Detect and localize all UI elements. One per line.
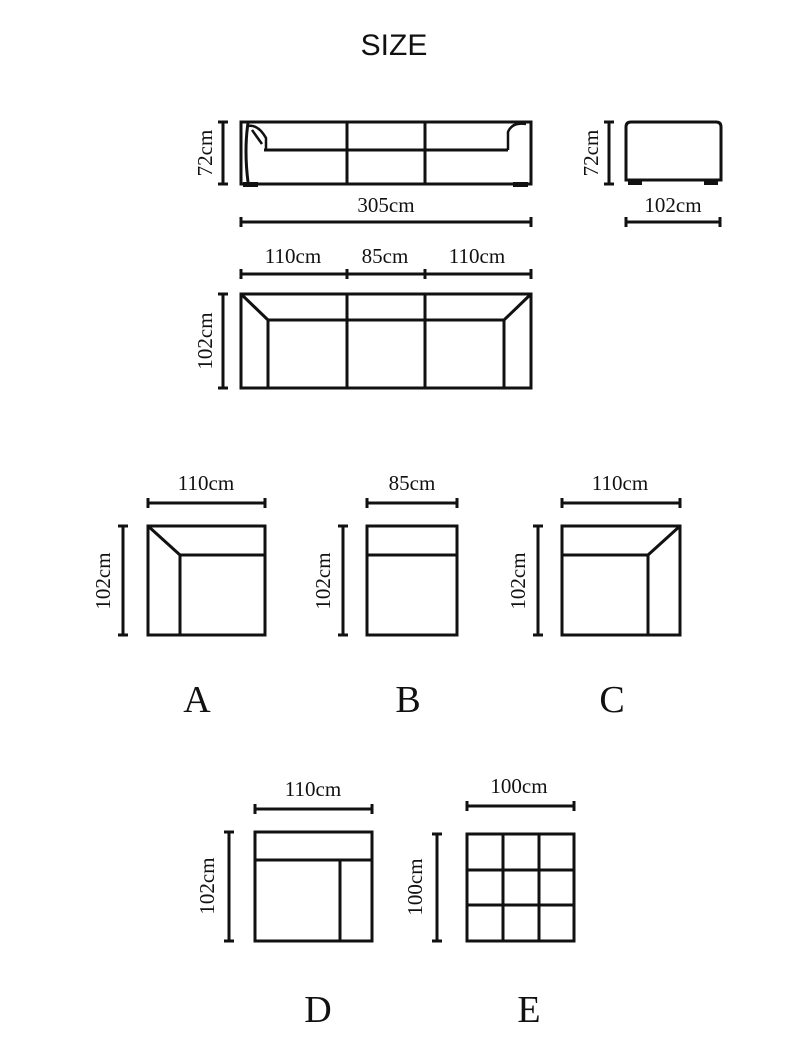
sofa-height-label: 72cm	[193, 129, 217, 177]
module-d	[195, 777, 372, 1031]
sofa-front-view	[193, 122, 531, 227]
module-a-width-label: 110cm	[177, 471, 235, 495]
module-d-letter: D	[304, 989, 332, 1031]
module-c	[506, 471, 680, 721]
ottoman-width-label: 102cm	[644, 193, 702, 217]
module-d-width-label: 110cm	[284, 777, 342, 801]
module-a-depth-label: 102cm	[91, 552, 115, 610]
segment-middle-label: 85cm	[361, 244, 409, 268]
sofa-depth-label: 102cm	[193, 312, 217, 370]
module-a-letter: A	[183, 679, 211, 721]
module-b-width-label: 85cm	[388, 471, 436, 495]
segment-right-label: 110cm	[448, 244, 506, 268]
module-c-width-label: 110cm	[591, 471, 649, 495]
module-b-letter: B	[395, 679, 421, 721]
segment-left-label: 110cm	[264, 244, 322, 268]
module-c-letter: C	[599, 679, 625, 721]
module-e-depth-label: 100cm	[403, 858, 427, 916]
page-title: SIZE	[360, 29, 428, 62]
sofa-length-label: 305cm	[357, 193, 415, 217]
module-c-depth-label: 102cm	[506, 552, 530, 610]
ottoman-height-label: 72cm	[579, 129, 603, 177]
module-e	[403, 774, 574, 1031]
sofa-top-view	[193, 244, 531, 388]
module-a	[91, 471, 265, 721]
module-b	[311, 471, 457, 721]
ottoman-front-view	[579, 122, 721, 227]
module-e-letter: E	[517, 989, 541, 1031]
module-e-width-label: 100cm	[490, 774, 548, 798]
module-d-depth-label: 102cm	[195, 857, 219, 915]
module-b-depth-label: 102cm	[311, 552, 335, 610]
